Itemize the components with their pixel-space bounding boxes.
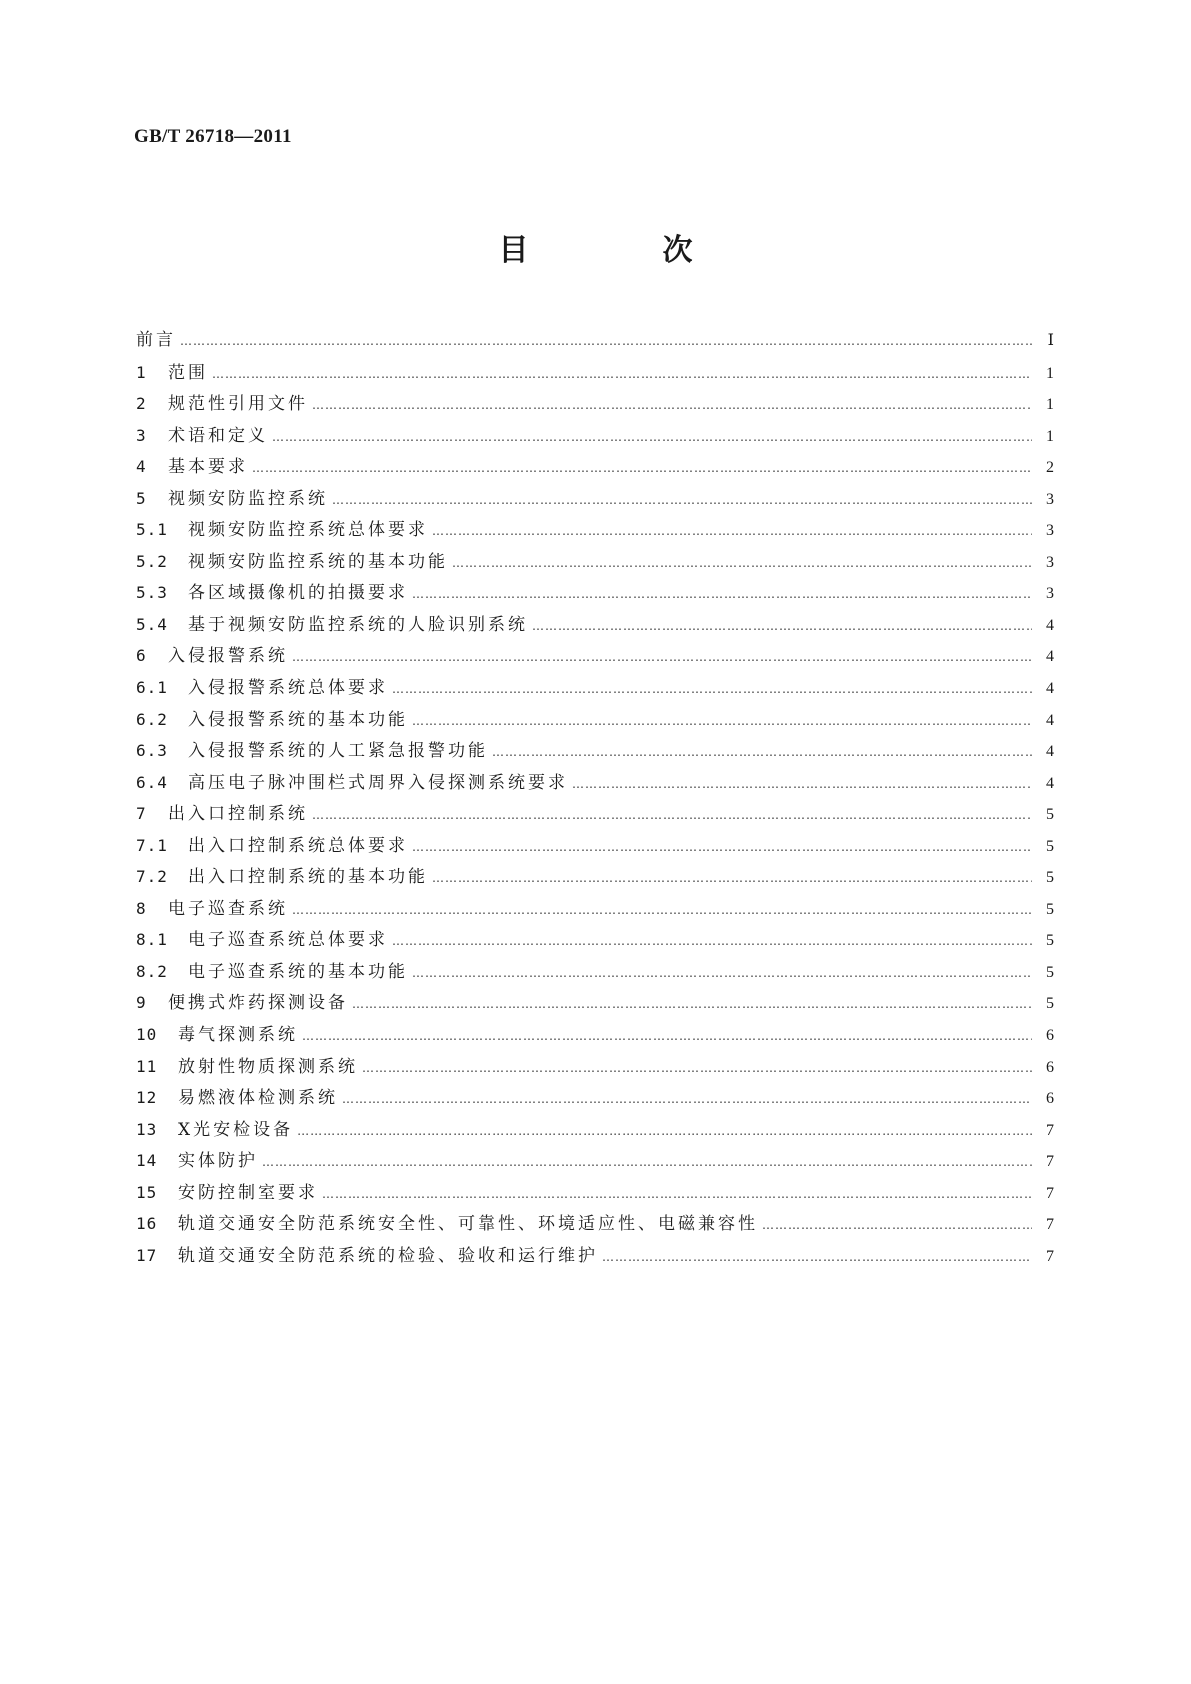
toc-entry-number: 6.2 [136,709,168,729]
toc-entry-number: 2 [136,394,147,414]
toc-entry[interactable] [136,893,1054,925]
toc-entry-label: 视频安防监控系统的基本功能 [188,551,448,572]
toc-entry-label: 轨道交通安全防范系统安全性、可靠性、环境适应性、电磁兼容性 [178,1214,758,1235]
toc-entry-label: 各区域摄像机的拍摄要求 [188,583,408,604]
toc-entry-label: 电子巡查系统的基本功能 [188,961,408,982]
toc-dot-leader [412,832,1032,864]
toc-dot-leader [432,863,1032,895]
toc-entry-label: 放射性物质探测系统 [178,1056,358,1077]
toc-entry-label: 入侵报警系统的人工紧急报警功能 [188,741,488,762]
toc-entry-label: 出入口控制系统总体要求 [188,835,408,856]
toc-entry-label: 电子巡查系统总体要求 [188,930,388,951]
toc-entry-page: 1 [1046,364,1054,382]
toc-title: 目 次 [498,233,745,268]
toc-entry-page: 6 [1046,1090,1054,1108]
toc-dot-leader [432,516,1032,548]
toc-entry-number: 16 [136,1214,158,1234]
toc-entry-label: X光安检设备 [178,1119,294,1140]
toc-entry-number: 12 [136,1088,158,1108]
toc-entry-number: 9 [136,993,147,1013]
toc-dot-leader [297,1116,1032,1148]
toc-dot-leader [292,895,1032,927]
toc-entry-number: 14 [136,1151,158,1171]
toc-entry-number: 6 [136,646,147,666]
toc-dot-leader [342,1084,1032,1116]
toc-entry[interactable] [136,830,1054,862]
toc-entry[interactable] [136,1240,1054,1272]
toc-dot-leader [362,1053,1032,1085]
toc-entry-label: 高压电子脉冲围栏式周界入侵探测系统要求 [188,772,568,793]
toc-entry-number: 15 [136,1182,158,1202]
toc-entry-number: 8 [136,898,147,918]
toc-dot-leader [292,642,1032,674]
toc-entry[interactable] [136,420,1054,452]
toc-entry-label: 便携式炸药探测设备 [168,993,348,1014]
toc-entry-number: 13 [136,1119,158,1139]
toc-entry-label: 规范性引用文件 [168,394,308,415]
toc-entry-label: 入侵报警系统总体要求 [188,678,388,699]
toc-entry-label: 毒气探测系统 [178,1025,298,1046]
toc-entry[interactable] [136,1177,1054,1209]
toc-entry[interactable] [136,451,1054,483]
toc-dot-leader [212,359,1032,391]
toc-entry[interactable] [136,956,1054,988]
toc-entry-page: 7 [1046,1247,1054,1265]
toc-entry-page: 7 [1046,1121,1054,1139]
toc-entry-page: 2 [1046,459,1054,477]
toc-entry-number: 6.1 [136,678,168,698]
toc-entry-page: 4 [1046,648,1054,666]
toc-entry-page: 7 [1046,1153,1054,1171]
toc-entry[interactable] [136,357,1054,389]
toc-dot-leader [262,1147,1032,1179]
toc-entry-number: 8.2 [136,961,168,981]
toc-entry[interactable] [136,1114,1054,1146]
toc-dot-leader [392,926,1032,958]
toc-entry-number: 6.3 [136,741,168,761]
toc-entry[interactable] [136,546,1054,578]
toc-dot-leader [312,390,1032,422]
toc-dot-leader [312,800,1032,832]
toc-entry[interactable] [136,1145,1054,1177]
toc-entry-page: 4 [1046,774,1054,792]
toc-entry-page: 7 [1046,1216,1054,1234]
toc-entry-label: 视频安防监控系统 [168,488,328,509]
table-of-contents [136,325,1054,1271]
toc-entry-page: 4 [1046,711,1054,729]
toc-dot-leader [602,1242,1032,1274]
toc-entry-label: 出入口控制系统的基本功能 [188,867,428,888]
toc-entry-number: 5.4 [136,614,168,634]
toc-entry[interactable] [136,798,1054,830]
toc-entry[interactable] [136,483,1054,515]
toc-dot-leader [572,769,1032,801]
toc-entry[interactable] [136,924,1054,956]
toc-entry-label: 基于视频安防监控系统的人脸识别系统 [188,614,528,635]
standard-code: GB/T 26718—2011 [134,126,292,147]
toc-entry-page: 5 [1046,995,1054,1013]
toc-entry-number: 5 [136,488,147,508]
toc-entry-page: 3 [1046,490,1054,508]
toc-entry-page: 3 [1046,585,1054,603]
toc-entry-number: 7 [136,804,147,824]
toc-entry-label: 出入口控制系统 [168,804,308,825]
toc-entry-number: 10 [136,1025,158,1045]
toc-entry-page: 3 [1046,522,1054,540]
toc-dot-leader [322,1179,1032,1211]
toc-entry-label: 范围 [168,362,208,383]
toc-entry-number: 5.1 [136,520,168,540]
toc-entry[interactable] [136,325,1054,357]
toc-dot-leader [532,611,1032,643]
toc-dot-leader [412,706,1032,738]
toc-entry-label: 安防控制室要求 [178,1182,318,1203]
toc-dot-leader [412,579,1032,611]
toc-dot-leader [302,1021,1032,1053]
toc-entry-number: 17 [136,1245,158,1265]
toc-entry[interactable] [136,987,1054,1019]
toc-entry-page: 5 [1046,869,1054,887]
toc-entry-page: 7 [1046,1184,1054,1202]
toc-entry-label: 前言 [136,330,176,350]
toc-entry[interactable] [136,1082,1054,1114]
toc-entry-label: 入侵报警系统 [168,646,288,667]
toc-entry-page: 5 [1046,932,1054,950]
toc-entry-page: 5 [1046,806,1054,824]
toc-entry-page: 3 [1046,553,1054,571]
toc-entry[interactable] [136,514,1054,546]
toc-entry-label: 电子巡查系统 [168,898,288,919]
toc-dot-leader [352,989,1032,1021]
toc-entry-number: 1 [136,362,147,382]
toc-entry[interactable] [136,640,1054,672]
toc-dot-leader [392,674,1032,706]
toc-dot-leader [180,326,1032,358]
toc-entry-number: 7.1 [136,835,168,855]
toc-entry[interactable] [136,1208,1054,1240]
toc-entry-label: 轨道交通安全防范系统的检验、验收和运行维护 [178,1245,598,1266]
toc-entry[interactable] [136,767,1054,799]
toc-entry-label: 视频安防监控系统总体要求 [188,520,428,541]
toc-entry-page: 4 [1046,680,1054,698]
toc-dot-leader [252,453,1032,485]
toc-entry-number: 11 [136,1056,158,1076]
toc-dot-leader [452,548,1032,580]
toc-dot-leader [492,737,1032,769]
toc-entry-page: 6 [1046,1058,1054,1076]
toc-dot-leader [272,422,1032,454]
toc-entry-number: 8.1 [136,930,168,950]
toc-entry-number: 6.4 [136,772,168,792]
toc-entry-page: 5 [1046,900,1054,918]
toc-dot-leader [332,485,1032,517]
toc-entry[interactable] [136,609,1054,641]
toc-entry-label: 易燃液体检测系统 [178,1088,338,1109]
toc-entry-number: 7.2 [136,867,168,887]
toc-entry-page: 4 [1046,616,1054,634]
toc-dot-leader [762,1210,1032,1242]
toc-entry-page: 4 [1046,743,1054,761]
toc-entry-page: Ⅰ [1047,332,1054,349]
toc-entry-page: 5 [1046,837,1054,855]
toc-entry-label: 基本要求 [168,457,248,478]
toc-entry[interactable] [136,735,1054,767]
toc-entry-number: 5.3 [136,583,168,603]
toc-entry-page: 1 [1046,396,1054,414]
toc-entry[interactable] [136,861,1054,893]
toc-entry-number: 5.2 [136,551,168,571]
toc-entry[interactable] [136,1019,1054,1051]
toc-entry-page: 6 [1046,1027,1054,1045]
toc-entry-number: 4 [136,457,147,477]
toc-entry-page: 5 [1046,963,1054,981]
toc-entry[interactable] [136,672,1054,704]
toc-entry-label: 入侵报警系统的基本功能 [188,709,408,730]
toc-entry[interactable] [136,388,1054,420]
toc-entry-page: 1 [1046,427,1054,445]
toc-entry-label: 术语和定义 [168,425,268,446]
toc-entry[interactable] [136,577,1054,609]
toc-entry[interactable] [136,1051,1054,1083]
toc-entry-number: 3 [136,425,147,445]
toc-entry-label: 实体防护 [178,1151,258,1172]
toc-entry[interactable] [136,704,1054,736]
toc-dot-leader [412,958,1032,990]
